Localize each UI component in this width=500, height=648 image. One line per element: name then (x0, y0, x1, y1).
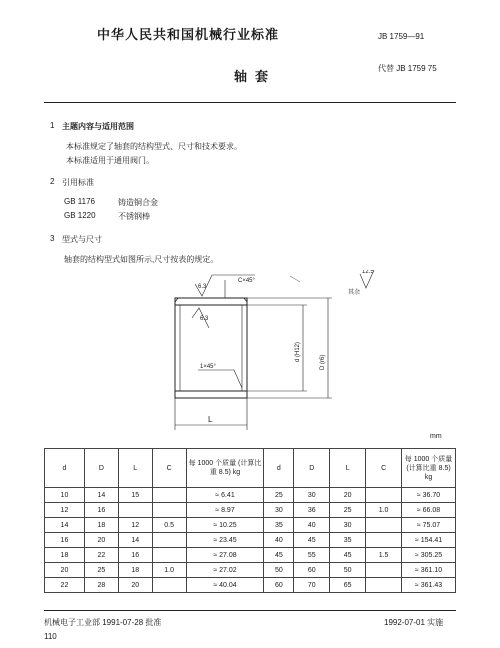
cell-mass: ≈ 305.25 (402, 548, 456, 563)
bushing-outline (175, 298, 247, 398)
reference-1-code: GB 1176 (64, 197, 95, 206)
cell-C (366, 578, 402, 593)
cell-C (366, 563, 402, 578)
cell-D: 70 (294, 578, 330, 593)
header-D-2: D (294, 449, 330, 488)
cell-mass: ≈ 154.41 (402, 533, 456, 548)
cell-d: 40 (264, 533, 294, 548)
cell-d: 14 (45, 518, 85, 533)
cell-L: 20 (118, 578, 152, 593)
cell-d: 10 (45, 488, 85, 503)
cell-mass: ≈ 23.45 (186, 533, 264, 548)
inner-chamfer-leader (198, 370, 242, 388)
table-row (45, 518, 456, 533)
section-2-number: 2 (50, 177, 55, 186)
cell-C (366, 488, 402, 503)
cell-mass: ≈ 10.25 (186, 518, 264, 533)
approval-note: 机械电子工业部 1991-07-28 批准 (44, 618, 162, 627)
cell-L: 18 (118, 563, 152, 578)
cell-D: 18 (84, 518, 118, 533)
cell-d: 60 (264, 578, 294, 593)
cell-D: 22 (84, 548, 118, 563)
cell-d: 30 (264, 503, 294, 518)
table-row (45, 533, 456, 548)
cell-d: 16 (45, 533, 85, 548)
cell-L: 30 (330, 518, 366, 533)
cell-mass: ≈ 8.97 (186, 503, 264, 518)
cell-C (366, 533, 402, 548)
d-label: d (H12) (295, 341, 301, 362)
cell-d: 12 (45, 503, 85, 518)
section-1-line-1: 本标准规定了轴套的结构型式、尺寸和技术要求。 (66, 142, 242, 151)
cell-C: 1.0 (152, 563, 186, 578)
rest-label: 其余 (348, 290, 361, 296)
cell-C (152, 488, 186, 503)
cell-D: 40 (294, 518, 330, 533)
cell-L (118, 503, 152, 518)
unit-label: mm (430, 433, 442, 440)
table-row (45, 578, 456, 593)
cell-D: 25 (84, 563, 118, 578)
cell-mass: ≈ 361.10 (402, 563, 456, 578)
reference-2-name: 不锈钢棒 (118, 212, 150, 221)
cell-L: 15 (118, 488, 152, 503)
cell-C (152, 548, 186, 563)
chamfer-label: C×45° (238, 278, 255, 284)
header-mass: 每 1000 个质量 (计算比重 8.5) kg (186, 449, 264, 488)
cell-C: 0.5 (152, 518, 186, 533)
cell-d: 25 (264, 488, 294, 503)
header-C: C (152, 449, 186, 488)
cell-C (152, 503, 186, 518)
section-1-line-2: 本标准适用于通用阀门。 (66, 156, 154, 165)
L-label: L (208, 415, 213, 424)
footer-rule (44, 610, 456, 611)
header-L: L (118, 449, 152, 488)
cell-mass: ≈ 36.70 (402, 488, 456, 503)
header-rule (44, 102, 456, 103)
cell-d: 22 (45, 578, 85, 593)
cell-mass: ≈ 27.02 (186, 563, 264, 578)
table-row (45, 488, 456, 503)
dimension-table (44, 448, 456, 593)
cell-C: 1.0 (366, 503, 402, 518)
cell-D: 14 (84, 488, 118, 503)
cell-D: 55 (294, 548, 330, 563)
table-row (45, 548, 456, 563)
cell-D: 60 (294, 563, 330, 578)
cell-D: 45 (294, 533, 330, 548)
table-header-row (45, 449, 456, 488)
page-number: 110 (44, 632, 57, 641)
header-C-2: C (366, 449, 402, 488)
header-d: d (45, 449, 85, 488)
rough-top-label: 6.3 (198, 284, 207, 290)
cell-mass: ≈ 6.41 (186, 488, 264, 503)
rest-rough-value: 12.5 (362, 270, 374, 275)
cell-L: 25 (330, 503, 366, 518)
cell-L: 20 (330, 488, 366, 503)
cell-D: 30 (294, 488, 330, 503)
issuing-organization: 中华人民共和国机械行业标准 (97, 27, 280, 42)
cell-L: 16 (118, 548, 152, 563)
header-d-2: d (264, 449, 294, 488)
inner-chamfer-label: 1×45° (200, 364, 216, 370)
header-L-2: L (330, 449, 366, 488)
section-3-number: 3 (50, 234, 55, 243)
cell-mass: ≈ 75.07 (402, 518, 456, 533)
reference-1-name: 铸造铜合金 (118, 198, 158, 207)
cell-d: 45 (264, 548, 294, 563)
cell-d: 20 (45, 563, 85, 578)
cell-D: 20 (84, 533, 118, 548)
cell-C (152, 533, 186, 548)
cell-C (152, 578, 186, 593)
section-1-title: 主题内容与适用范围 (62, 122, 134, 131)
cell-L: 35 (330, 533, 366, 548)
rough-inner-label: 6.3 (200, 316, 209, 322)
cell-d: 35 (264, 518, 294, 533)
cell-mass: ≈ 66.08 (402, 503, 456, 518)
cell-D: 36 (294, 503, 330, 518)
D-label: D (r6) (320, 354, 326, 370)
header-mass-2: 每 1000 个质量 (计算比重 8.5) kg (402, 449, 456, 488)
cell-L: 50 (330, 563, 366, 578)
header-D: D (84, 449, 118, 488)
cell-L: 12 (118, 518, 152, 533)
cell-L: 45 (330, 548, 366, 563)
document-title: 轴套 (234, 69, 277, 84)
section-2-title: 引用标准 (62, 178, 94, 187)
cell-d: 18 (45, 548, 85, 563)
cell-mass: ≈ 361.43 (402, 578, 456, 593)
cell-L: 65 (330, 578, 366, 593)
standard-number: JB 1759—91 (378, 32, 425, 41)
cell-C: 1.5 (366, 548, 402, 563)
cell-mass: ≈ 27.08 (186, 548, 264, 563)
cell-D: 28 (84, 578, 118, 593)
effective-date: 1992-07-01 实施 (384, 618, 444, 627)
table-row (45, 563, 456, 578)
cell-d: 50 (264, 563, 294, 578)
cell-D: 16 (84, 503, 118, 518)
bushing-drawing (150, 270, 380, 442)
section-1-number: 1 (50, 121, 55, 130)
table-row (45, 503, 456, 518)
cell-C (366, 518, 402, 533)
section-3-title: 型式与尺寸 (62, 235, 102, 244)
cell-mass: ≈ 40.04 (186, 578, 264, 593)
replaces-standard: 代替 JB 1759 75 (378, 64, 437, 73)
reference-2-code: GB 1220 (64, 211, 96, 220)
cell-L: 14 (118, 533, 152, 548)
section-3-line-1: 轴套的结构型式如图所示,尺寸按表的规定。 (64, 255, 219, 264)
